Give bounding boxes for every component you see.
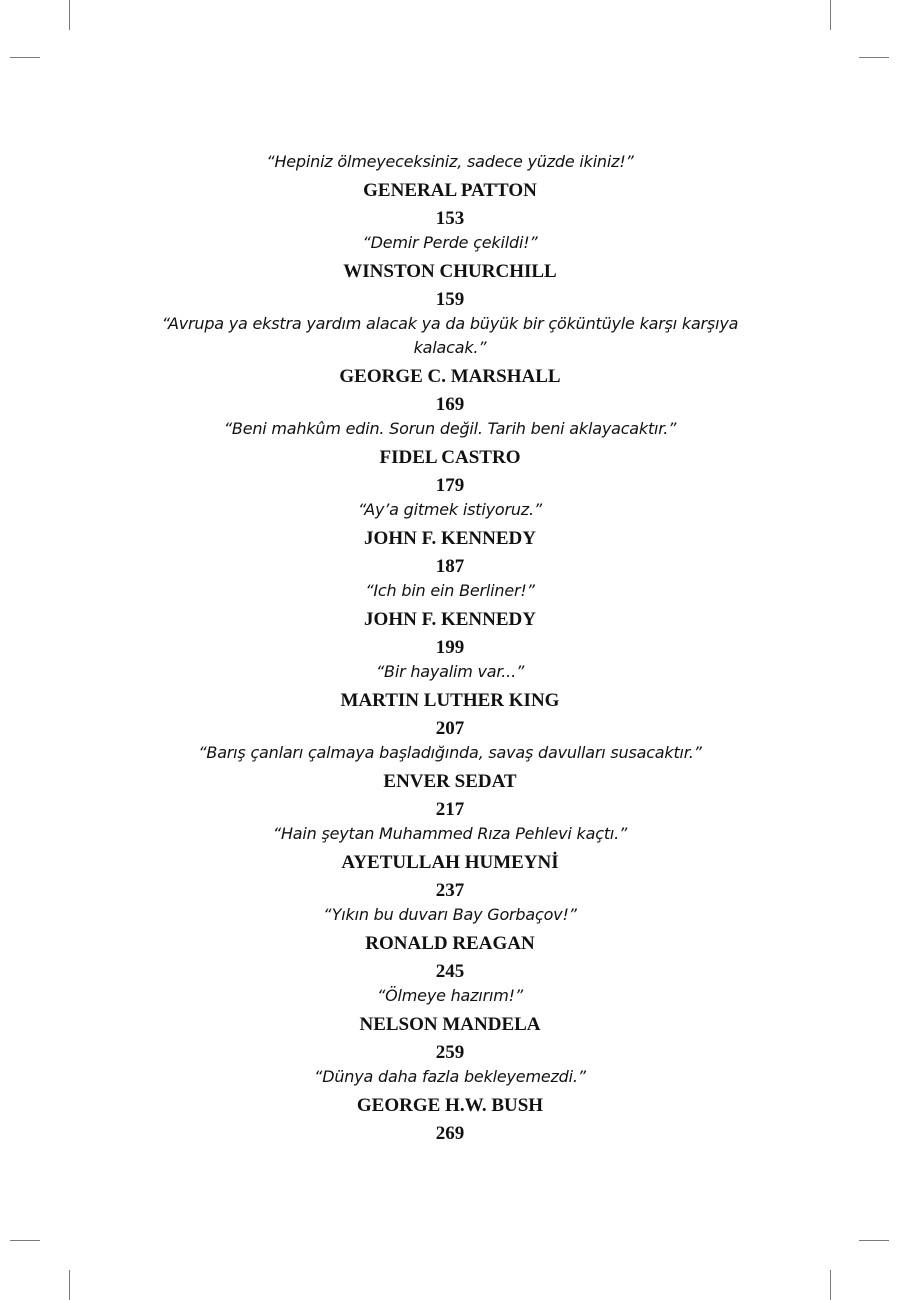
toc-entry bbox=[150, 822, 750, 903]
entry-quote: “Demir Perde çekildi!” bbox=[362, 233, 538, 252]
crop-mark-top-left bbox=[69, 0, 70, 30]
crop-mark-right-bottom bbox=[859, 1240, 889, 1241]
entry-author: JOHN F. KENNEDY bbox=[364, 528, 536, 549]
toc-entry bbox=[150, 660, 750, 741]
entry-page-number: 259 bbox=[435, 1042, 465, 1063]
crop-mark-bottom-left bbox=[69, 1270, 70, 1300]
entry-quote: “Barış çanları çalmaya başladığında, savaş davulları susacaktır.” bbox=[198, 743, 702, 762]
entry-author: WINSTON CHURCHILL bbox=[343, 261, 557, 282]
entry-quote: “Avrupa ya ekstra yardım alacak ya da büyük bir çöküntüyle karşı karşıya kalacak.” bbox=[161, 314, 739, 357]
toc-entry bbox=[150, 741, 750, 822]
toc-entry bbox=[150, 231, 750, 312]
entry-quote: “Hepiniz ölmeyeceksiniz, sadece yüzde ikiniz!” bbox=[266, 152, 634, 171]
entry-page-number: 159 bbox=[435, 289, 465, 310]
crop-mark-bottom-right bbox=[830, 1270, 831, 1300]
toc-entry bbox=[150, 903, 750, 984]
entry-page-number: 269 bbox=[435, 1123, 465, 1144]
crop-mark-top-right bbox=[830, 0, 831, 30]
entry-author: GEORGE H.W. BUSH bbox=[356, 1095, 544, 1116]
entry-page-number: 179 bbox=[435, 475, 465, 496]
entry-quote: “Ich bin ein Berliner!” bbox=[365, 581, 535, 600]
toc-entry bbox=[150, 984, 750, 1065]
toc-entry bbox=[150, 579, 750, 660]
entry-author: FIDEL CASTRO bbox=[379, 447, 521, 468]
entry-page-number: 169 bbox=[435, 394, 465, 415]
entry-author: JOHN F. KENNEDY bbox=[364, 609, 536, 630]
crop-mark-left-bottom bbox=[10, 1240, 40, 1241]
crop-mark-left-top bbox=[10, 57, 40, 58]
entry-author: MARTIN LUTHER KING bbox=[340, 690, 560, 711]
crop-mark-right-top bbox=[859, 57, 889, 58]
entry-page-number: 207 bbox=[435, 718, 465, 739]
table-of-contents bbox=[150, 150, 750, 1146]
entry-page-number: 245 bbox=[435, 961, 465, 982]
entry-author: GENERAL PATTON bbox=[363, 180, 537, 201]
entry-author: ENVER SEDAT bbox=[383, 771, 517, 792]
toc-entry bbox=[150, 1065, 750, 1146]
toc-entry bbox=[150, 417, 750, 498]
entry-page-number: 187 bbox=[435, 556, 465, 577]
entry-quote: “Ölmeye hazırım!” bbox=[377, 986, 523, 1005]
entry-quote: “Bir hayalim var...” bbox=[375, 662, 525, 681]
toc-entry bbox=[150, 498, 750, 579]
entry-author: GEORGE C. MARSHALL bbox=[339, 366, 561, 387]
entry-quote: “Dünya daha fazla bekleyemezdi.” bbox=[314, 1067, 586, 1086]
entry-author: NELSON MANDELA bbox=[359, 1014, 541, 1035]
entry-author: RONALD REAGAN bbox=[365, 933, 535, 954]
entry-page-number: 237 bbox=[435, 880, 465, 901]
entry-quote: “Hain şeytan Muhammed Rıza Pehlevi kaçtı.” bbox=[272, 824, 628, 843]
toc-entry bbox=[150, 150, 750, 231]
entry-quote: “Ay’a gitmek istiyoruz.” bbox=[358, 500, 542, 519]
entry-page-number: 153 bbox=[435, 208, 465, 229]
entry-page-number: 217 bbox=[435, 799, 465, 820]
entry-quote: “Beni mahkûm edin. Sorun değil. Tarih beni aklayacaktır.” bbox=[223, 419, 677, 438]
toc-entry bbox=[150, 312, 750, 417]
entry-author: AYETULLAH HUMEYNİ bbox=[341, 852, 559, 873]
entry-quote: “Yıkın bu duvarı Bay Gorbaçov!” bbox=[323, 905, 577, 924]
entry-page-number: 199 bbox=[435, 637, 465, 658]
